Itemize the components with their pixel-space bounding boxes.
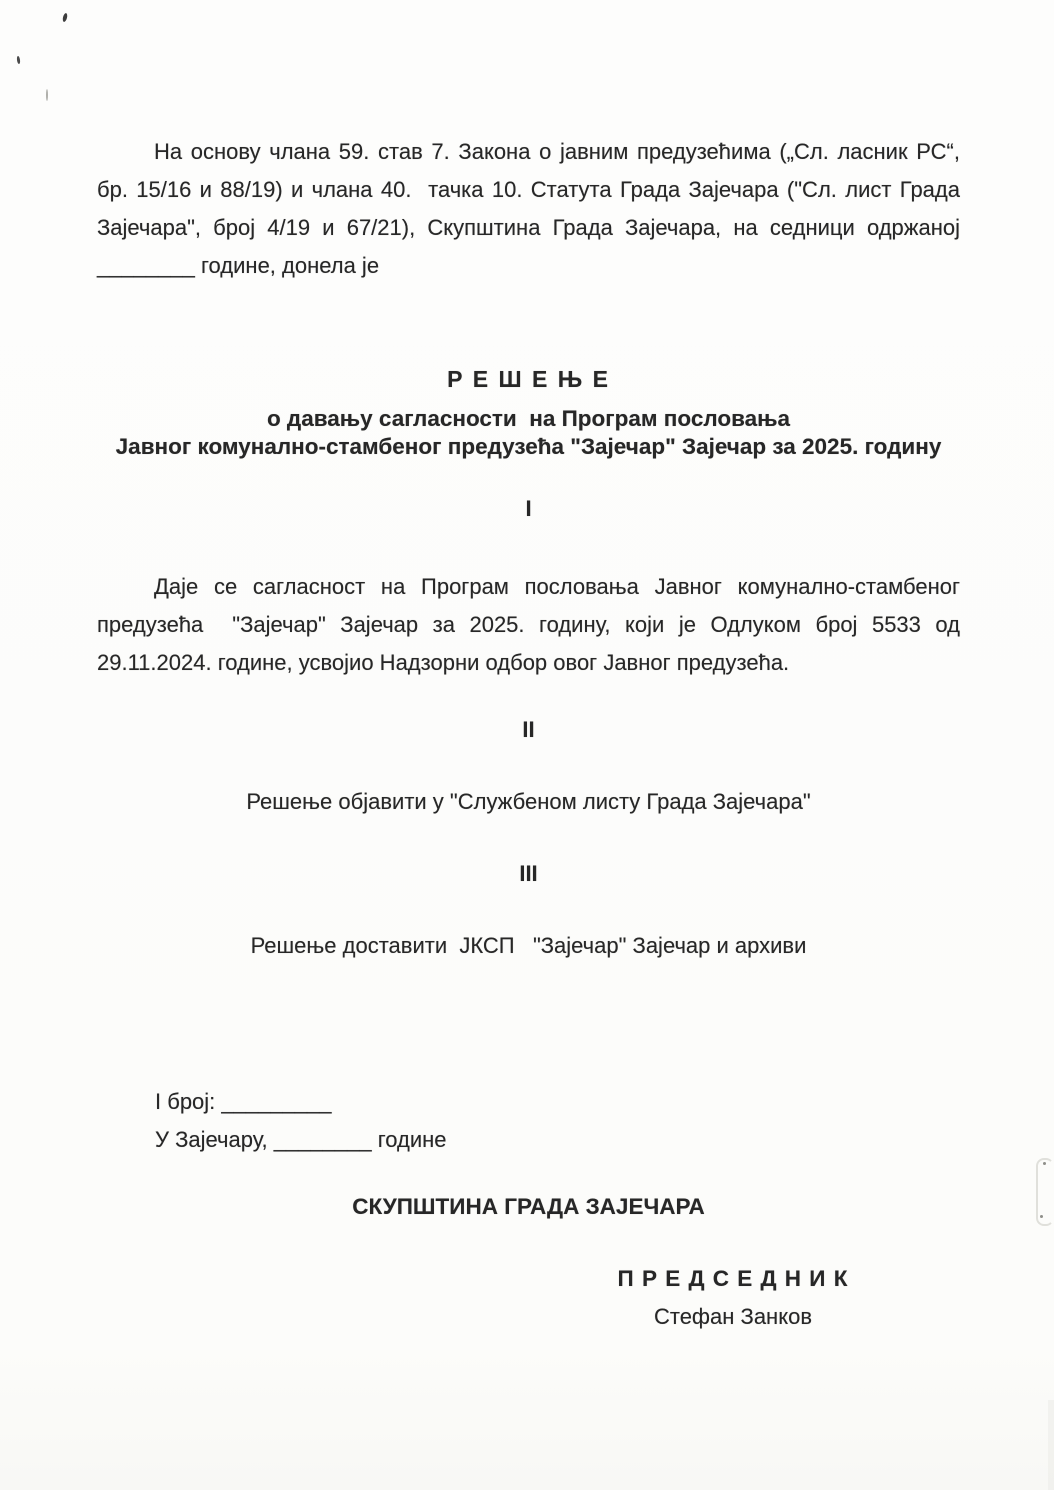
- decision-subtitle-line2: Јавног комунално-стамбеног предузећа "Зајечар" Зајечар за 2025. годину: [115, 434, 942, 459]
- president-name: Стефан Занков: [653, 1304, 813, 1329]
- decision-title: Р Е Ш Е Њ Е: [447, 366, 610, 392]
- section-2-text: Решење објавити у "Службеном листу Града Зајечара": [246, 789, 811, 814]
- section-2-heading: II: [522, 717, 535, 742]
- section-3-text: Решење доставити ЈКСП "Зајечар" Зајечар и архиви: [250, 933, 807, 958]
- signature-meta-block: [155, 1083, 960, 1159]
- section-1-heading: I: [525, 496, 532, 521]
- scan-edge-shadow: [1048, 1400, 1054, 1490]
- decision-subtitle-line1: о давању сагласности на Програм пословања: [266, 406, 791, 431]
- president-signature-block: [533, 1265, 933, 1331]
- scan-speck: [1040, 1215, 1043, 1218]
- intro-paragraph: На основу члана 59. став 7. Закона о јавним предузећима („Сл. ласник РС“, бр. 15/16 и 88/19) и члана 40. тачка 10. Статута Града Зајечара ("Сл. лист Града Зајечара", број 4/19 и 67/21), Скупштина Града Зајечара, на седници одржаној ________ године, донела је: [97, 139, 960, 278]
- scan-edge-artifact: [1036, 1158, 1054, 1226]
- section-3-heading: III: [519, 861, 538, 886]
- place-date-line: У Зајечару, ________ године: [155, 1127, 447, 1152]
- scan-speck: [46, 89, 48, 101]
- decision-subtitle: [97, 405, 960, 461]
- assembly-name: СКУПШТИНА ГРАДА ЗАЈЕЧАРА: [352, 1194, 705, 1219]
- scan-speck: [1043, 1162, 1046, 1165]
- section-1-text: Даје се сагласност на Програм пословања Јавног комунално-стамбеног предузећа "Зајечар" Зајечар за 2025. годину, који је Одлуком број 5533 од 29.11.2024. године, усвојио Надзорни одбор овог Јавног предузећа.: [97, 574, 960, 675]
- document-number-line: I број: _________: [155, 1089, 332, 1114]
- president-title: П Р Е Д С Е Д Н И К: [617, 1266, 849, 1291]
